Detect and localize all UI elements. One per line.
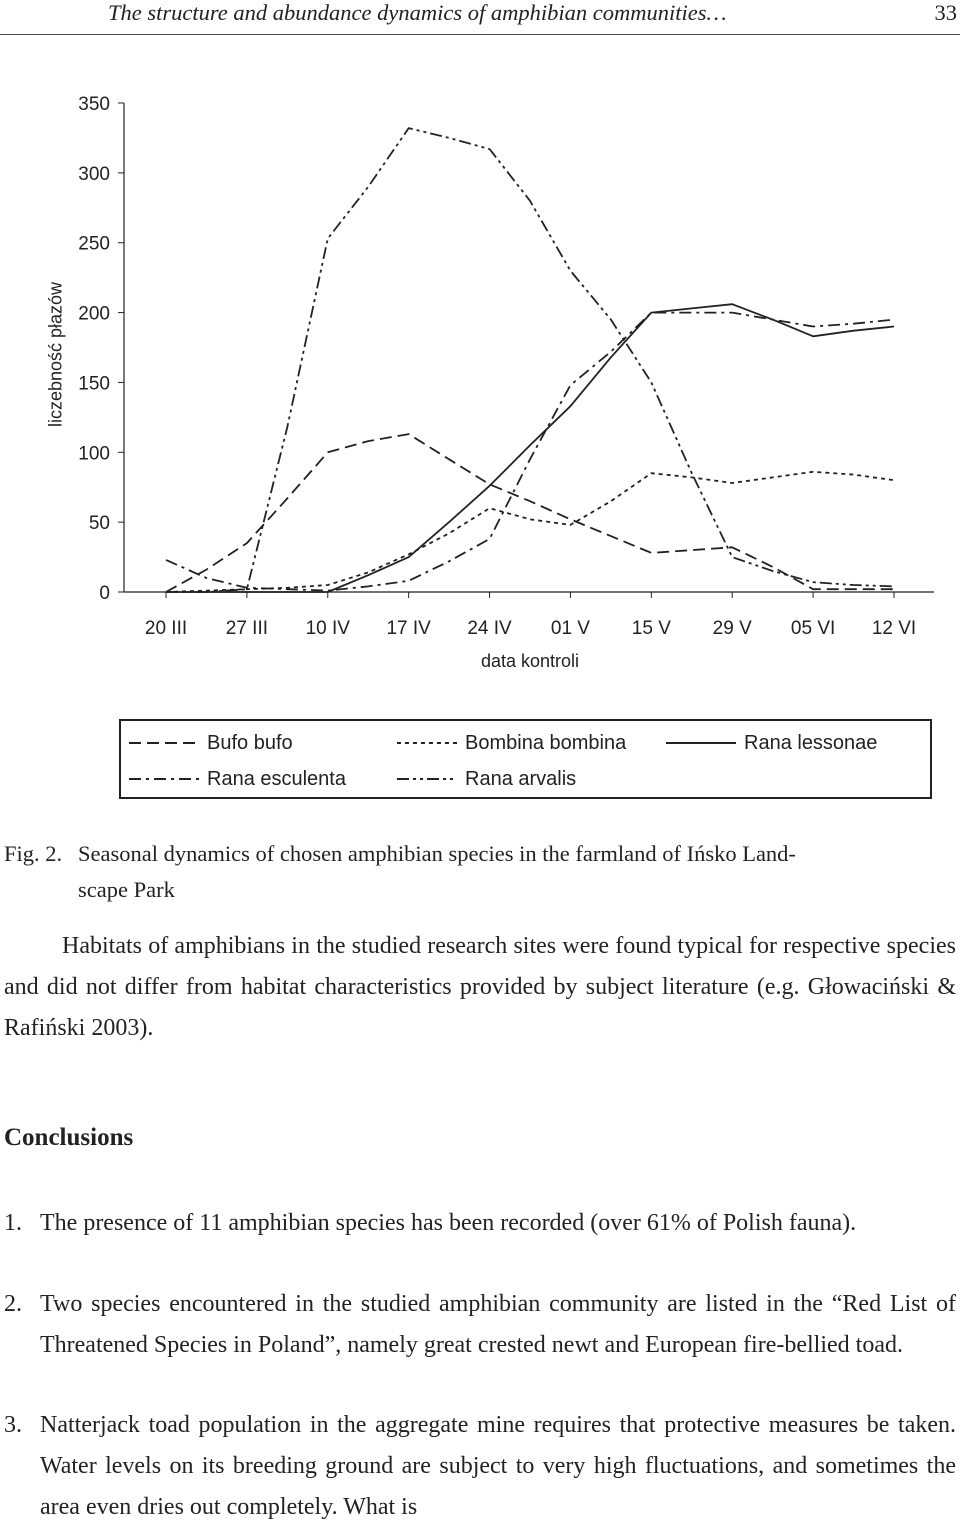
series-line-rana-lessonae [166, 304, 894, 592]
y-tick-label: 250 [78, 233, 110, 255]
page-number: 33 [934, 0, 957, 25]
legend-swatch-solid [666, 741, 736, 745]
caption-text: Seasonal dynamics of chosen amphibian species in the farmland of Ińsko Land- [78, 841, 796, 866]
y-tick-label: 200 [78, 303, 110, 325]
legend-label: Bufo bufo [207, 731, 293, 754]
legend-label: Rana lessonae [744, 731, 878, 754]
series-line-rana-esculenta [166, 313, 894, 591]
legend-item-rana-esculenta [129, 767, 346, 791]
legend-label: Rana arvalis [465, 767, 577, 790]
legend-label: Bombina bombina [465, 731, 627, 754]
item-text: Two species encountered in the studied amphibian community are listed in the “Red List of Threatened Species in Poland”, namely great crested newt and European fire-bellied toad. [40, 1291, 956, 1358]
chart-axes [124, 103, 934, 592]
x-axis-label: data kontroli [480, 651, 580, 671]
x-tick-label: 10 IV [305, 618, 350, 639]
conclusion-item [4, 1203, 956, 1244]
legend-item-bufo-bufo [129, 731, 293, 755]
y-tick-label: 150 [78, 373, 110, 395]
y-tick-label: 100 [78, 443, 110, 465]
legend-label: Rana esculenta [207, 767, 346, 790]
x-tick-label: 01 V [550, 618, 590, 639]
x-tick-label: 05 VI [790, 618, 836, 639]
x-tick-label: 24 IV [467, 618, 512, 639]
y-tick-label: 0 [99, 583, 110, 604]
running-header [0, 0, 960, 35]
x-tick-label: 17 IV [386, 618, 431, 639]
series-lines [166, 128, 894, 592]
y-tick-label: 300 [78, 163, 110, 185]
legend-swatch-dash-dot-dot [397, 777, 457, 781]
item-text: Natterjack toad population in the aggregate mine requires that protective measures be taken. Water levels on its breeding ground are subject to very high fluctuations, and sometimes the area even dries out completely. What is [40, 1412, 956, 1520]
conclusion-item [4, 1284, 956, 1366]
legend-item-rana-lessonae [666, 731, 877, 755]
x-tick-labels [145, 592, 916, 639]
y-tick-label: 50 [88, 513, 110, 535]
x-tick-label: 12 VI [871, 618, 917, 639]
y-tick-label: 350 [78, 94, 110, 115]
caption-text-continued: scape Park [78, 877, 175, 902]
line-chart [0, 40, 960, 680]
body-paragraph: Habitats of amphibians in the studied research sites were found typical for respective species and did not differ from habitat characteristics provided by subject literature (e.g. Głowaciński & Rafiński 2003). [4, 933, 956, 1041]
x-tick-label: 27 III [225, 618, 269, 639]
series-line-rana-arvalis [166, 128, 894, 592]
item-number: 2. [4, 1291, 22, 1317]
x-tick-label: 29 V [712, 618, 752, 639]
item-number: 1. [4, 1210, 22, 1236]
y-tick-labels [78, 94, 124, 604]
section-heading: Conclusions [4, 1124, 134, 1151]
figure-label: Fig. 2. [4, 841, 63, 866]
conclusion-item [4, 1405, 956, 1528]
item-number: 3. [4, 1412, 22, 1438]
y-axis-label-wrap [36, 272, 76, 452]
legend-swatch-short-dash [397, 741, 457, 745]
legend-item-bombina-bombina [397, 731, 626, 755]
x-tick-label: 20 III [144, 618, 188, 639]
legend-swatch-dash-dot [129, 777, 199, 781]
y-axis-label: liczebność płazów [45, 281, 66, 428]
running-title: The structure and abundance dynamics of amphibian communities… [108, 0, 727, 25]
legend-item-rana-arvalis [397, 767, 576, 791]
item-text: The presence of 11 amphibian species has been recorded (over 61% of Polish fauna). [40, 1210, 857, 1236]
figure-caption [4, 836, 954, 908]
x-tick-label: 15 V [631, 618, 671, 639]
legend-swatch-long-dash [129, 741, 199, 745]
chart-legend [119, 719, 932, 799]
